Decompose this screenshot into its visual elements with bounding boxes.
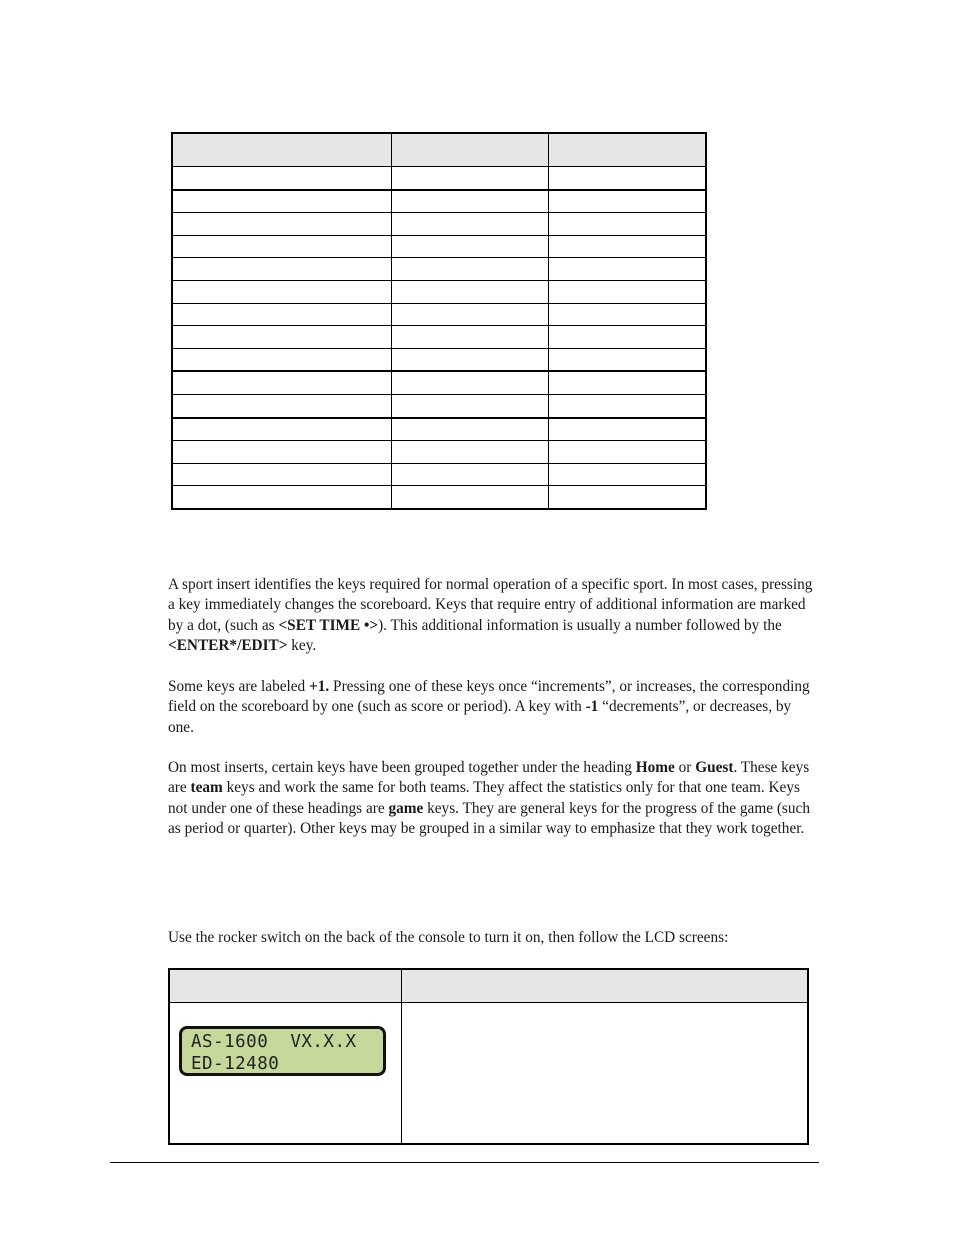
table-cell (169, 1003, 402, 1145)
table-cell (392, 394, 549, 417)
text-run: Some keys are labeled (168, 678, 310, 695)
table-cell (549, 280, 707, 303)
table-row (172, 235, 706, 258)
table-row (172, 394, 706, 417)
table-row (172, 441, 706, 464)
table-row (172, 371, 706, 394)
table-cell (172, 463, 392, 486)
table-cell (549, 418, 707, 441)
table-row (172, 280, 706, 303)
table-row (172, 486, 706, 509)
emphasis: team (190, 779, 223, 797)
team-keys-paragraph (168, 758, 818, 839)
table-cell (549, 463, 707, 486)
table-cell (549, 348, 707, 371)
table-row (172, 167, 706, 190)
table-cell (172, 213, 392, 236)
table-header-row (169, 969, 808, 1003)
lcd-line-2: ED-12480 (191, 1053, 280, 1074)
table-cell (172, 348, 392, 371)
table-cell (549, 167, 707, 190)
text-run: or (674, 759, 696, 776)
text-run: key. (287, 636, 317, 654)
footer-divider (110, 1162, 819, 1163)
table-cell (172, 303, 392, 326)
key-name: <SET TIME •> (278, 616, 379, 634)
table-row (172, 326, 706, 349)
increment-keys-paragraph (168, 677, 818, 738)
table-row (172, 348, 706, 371)
emphasis: game (388, 799, 424, 817)
table-cell (549, 394, 707, 417)
key-name: -1 (585, 698, 599, 716)
table-cell (172, 258, 392, 281)
lcd-screens-table (168, 968, 809, 1145)
table-cell (392, 418, 549, 441)
table-row (172, 190, 706, 213)
table-cell (392, 326, 549, 349)
power-on-paragraph: Use the rocker switch on the back of the console to turn it on, then follow the LCD screens: (168, 929, 729, 946)
table-cell (549, 303, 707, 326)
emphasis: Home (635, 759, 675, 776)
text-run: “decrements”, or decreases, by one. (168, 698, 792, 736)
table-cell (172, 394, 392, 417)
table-cell (172, 190, 392, 213)
table-cell (402, 969, 809, 1003)
table-cell (169, 969, 402, 1003)
lcd-line-1: AS-1600 VX.X.X (191, 1032, 357, 1052)
table-cell (392, 190, 549, 213)
table-cell (402, 1003, 809, 1145)
table-cell (172, 167, 392, 190)
table-cell (172, 371, 392, 394)
key-name: <ENTER*/EDIT> (168, 636, 288, 654)
table-cell (549, 258, 707, 281)
table-cell (172, 418, 392, 441)
table-cell (392, 133, 549, 167)
table-cell (172, 326, 392, 349)
table-cell (392, 303, 549, 326)
table-cell (172, 133, 392, 167)
text-run: keys. They are general keys for the progress of the game (such as period or quarter). Other keys may be grouped in a similar way to emphasize that they work together. (168, 799, 810, 837)
lcd-display (179, 1026, 386, 1076)
text-run: . These keys are (168, 759, 810, 797)
text-run: ). This additional information is usually a number followed by the (378, 616, 782, 634)
table-cell (549, 235, 707, 258)
table-cell (392, 235, 549, 258)
table-cell (392, 167, 549, 190)
text-run: keys and work the same for both teams. They affect the statistics only for that one team. Keys not under one of these headings are (168, 779, 800, 817)
text-run: On most inserts, certain keys have been grouped together under the heading (168, 759, 636, 776)
table-cell (392, 371, 549, 394)
table-row (169, 1003, 808, 1145)
text-run: A sport insert identifies the keys required for normal operation of a specific sport. In most cases, pressing a key immediately changes the scoreboard. Keys that require entry of additional information are marked by a dot, (such as (168, 576, 813, 634)
table-cell (549, 326, 707, 349)
table-cell (392, 280, 549, 303)
table-cell (392, 258, 549, 281)
table-cell (549, 190, 707, 213)
table-cell (549, 133, 707, 167)
table-row (172, 303, 706, 326)
text-run: Pressing one of these keys once “increments”, or increases, the corresponding field on the scoreboard by one (such as score or period). A key with (168, 678, 810, 716)
table-cell (172, 486, 392, 509)
table-cell (549, 486, 707, 509)
table-cell (172, 441, 392, 464)
table-cell (392, 441, 549, 464)
table-cell (392, 213, 549, 236)
key-name: +1. (309, 678, 330, 695)
table-row (172, 418, 706, 441)
table-cell (392, 348, 549, 371)
key-table (171, 132, 707, 510)
table-cell (172, 235, 392, 258)
table-row (172, 463, 706, 486)
table-cell (392, 463, 549, 486)
table-header-row (172, 133, 706, 167)
table-cell (549, 441, 707, 464)
table-row (172, 213, 706, 236)
emphasis: Guest (695, 759, 734, 776)
table-cell (549, 371, 707, 394)
table-row (172, 258, 706, 281)
table-cell (392, 486, 549, 509)
table-cell (549, 213, 707, 236)
table-cell (172, 280, 392, 303)
sport-insert-paragraph (168, 575, 818, 656)
